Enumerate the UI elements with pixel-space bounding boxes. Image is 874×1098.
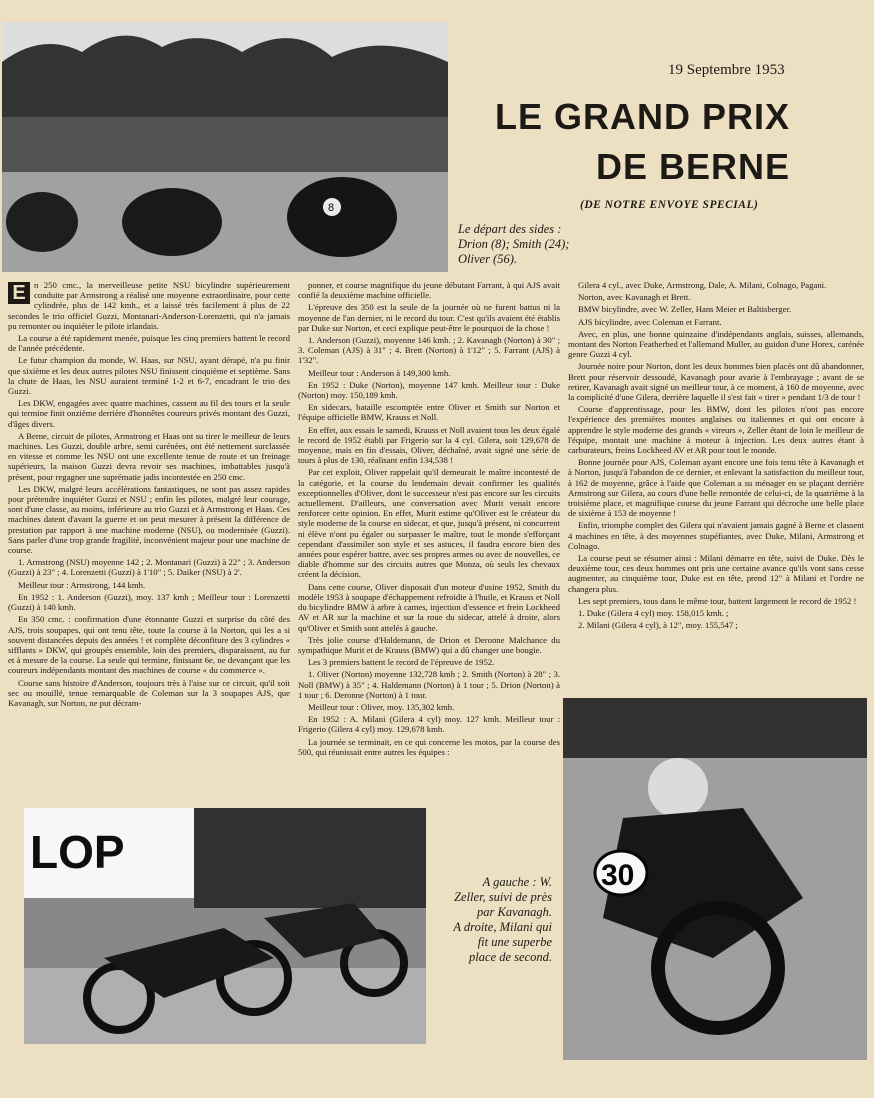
col2-para: Les 3 premiers battent le record de l'épreuve de 1952. [308, 657, 495, 668]
byline: (DE NOTRE ENVOYE SPECIAL) [580, 199, 759, 211]
col3-para: 2. Milani (Gilera 4 cyl), à 12", moy. 155,547 ; [578, 620, 738, 631]
col2-para: ponner, et course magnifique du jeune débutant Farrant, à qui AJS avait confié la deuxième machine officielle. [298, 280, 560, 301]
article-column-1 [8, 280, 290, 800]
sidecar-number-8: 8 [328, 202, 335, 214]
article-column-2 [298, 280, 560, 802]
col1-para: 1. Armstrong (NSU) moyenne 142 ; 2. Montanari (Guzzi) à 22" ; 3. Anderson (Guzzi) à 23" ; 4. Lorenzetti (Guzzi) à 1'10" ; 5. Daiker (NSU) à 2'. [8, 557, 290, 578]
col3-para: Bonne journée pour AJS, Coleman ayant encore une fois tenu tête à Kavanagh et à Norton, jusqu'à l'abandon de ce dernier, et enlevant la satisfaction du meilleur tour, à 162 de moyenne, grâce à l'aide que Coleman a su ménager en se plaçant derrière Armstrong sur Gilera, au cours d'une belle remontée de celui-ci, de la quatrième à la troisième place, et magnifique course du jeune Farrant qui décroche une belle place de sixième à 153 de moyenne ! [568, 457, 864, 519]
col1-para: Meilleur tour : Armstrong, 144 kmh. [18, 579, 146, 590]
col2-para: Par cet exploit, Oliver rappelait qu'il demeurait le maître incontesté de la catégorie, et la course du lendemain devait confirmer les qualités exceptionnelles d'Oliver, dont le successeur n'est pas encore sur les circuits actuellement. D'ailleurs, une conversation avec Murit venait encore renforcer cette opinion. En effet, Murit estime qu'Oliver est le créateur du style moderne de la course en sidecar, et que, jusqu'à présent, ni concurrent ni élève n'ont pu égaler ou surpasser le maître, tout le monde s'efforçant cependant d'assimiler son style et ses astuces, il faudra encore bien des années pour espérer battre, avec ses propres armes ou avec de nouvelles, ce diable d'homme sur des circuits autres que Monza, où seuls les chevaux créent la décision. [298, 467, 560, 580]
col2-para: 1. Oliver (Norton) moyenne 132,728 kmh ; 2. Smith (Norton) à 28" ; 3. Noll (BMW) à 35" ; 4. Haldemann (Norton) à 1 tour ; 5. Drion (Norton) à 1 tour ; 6. Deronne (Norton) à 1 tour. [298, 669, 560, 700]
drop-cap: E [8, 282, 30, 304]
col1-para: Les DKW, malgré leurs accélérations fantastiques, ne sont pas assez rapides pour prétendre inquiéter Guzzi et NSU ; enfin les pilotes, malgré leur courage, sont d'une classe, au moins, inférieure au trio Guzzi et à Armstrong et Haas. Ces machines datent d'avant la guerre et on peut mesurer à présent la différence de prestation par rapport à une machine moderne (NSU), ou modernisée (Guzzi). Sans parler d'une trop grande fragilité, inconvénient majeur pour une machine de course. [8, 483, 290, 556]
article-column-3 [568, 280, 864, 692]
col2-para: Dans cette course, Oliver disposait d'un moteur d'usine 1952, Smith du modèle 1953 à soupape d'échappement refroidie à l'huile, et Krauss et Noll du bicylindre BMW à arbre à cames, injection d'essence et frein Lockheed AV et AR sur la machine et sur la roue du sidecar, attelé à droite, alors qu'Oliver et Smith sont attelés à gauche. [298, 581, 560, 633]
title-line-1: LE GRAND PRIX [494, 96, 790, 137]
col3-para: La course peut se résumer ainsi : Milani démarre en tête, suivi de Duke. Dès le deuxième tour, ces deux hommes ont pris une certaine avance qu'ils vont sans cesse augmenter, au cinquième tour, Duke est en tête, prend 12" à Milani et l'ordre ne changera plus. [568, 553, 864, 594]
caption-bottom-left-1: A gauche : W. Zeller, suivi de près par Kavanagh. [454, 875, 552, 919]
col1-para: En 350 cmc. : confirmation d'une étonnante Guzzi et surprise du côté des AJS, trois soupapes, qui ont tenu tête, toute la course à la Norton, qui les a si souvent distancées depuis des années ! et complète déconfiture des 3 cylindres « sifflants » DKW, qui groupés ensemble, loin des premiers, disparaissent, au fur et à mesure de la course. La seule qui termine, finissant 6e, ne devançant que les coureurs indépendants montant des machines de course « du commerce ». [8, 614, 290, 676]
col1-para: Course sans histoire d'Anderson, toujours très à l'aise sur ce circuit, qu'il soit sec ou mouillé, tenue remarquable de Coleman sur la 3 soupapes AJS, que Kavanagh, sur Norton, ne put décram- [8, 677, 290, 708]
col2-para: En effet, aux essais le samedi, Krauss et Noll avaient tous les deux égalé le record de 1952 établi par Frigerio sur la 4 cyl. Gilera, soit 129,678 de moyenne, mais en fin d'essais, Oliver, déchaîné, avait signé une série de tours à plus de 130, réalisant enfin 134,538 ! [298, 424, 560, 466]
col2-para: En 1952 : Duke (Norton), moyenne 147 kmh. Meilleur tour : Duke (Norton) moy. 150,189 kmh. [298, 379, 560, 401]
col2-para: L'épreuve des 350 est la seule de la journée où ne furent battus ni la moyenne de l'an dernier, ni le record du tour. C'est qu'ils avaient été établis par Duke sur Norton, et ceci explique peut-être le pourquoi de la chose ! [298, 302, 560, 333]
photo-zeller-kavanagh [24, 808, 426, 1044]
col2-para: En 1952 : A. Milani (Gilera 4 cyl) moy. 127 kmh. Meilleur tour : Frigerio (Gilera 4 cyl) moy. 129,678 kmh. [298, 714, 560, 735]
col1-para: La course a été rapidement menée, puisque les cinq premiers battent le record de l'année précédente. [8, 333, 290, 354]
col3-para: Enfin, triomphe complet des Gilera qui n'avaient jamais gagné à Berne et classent 4 machines en tête, à des moyennes stupéfiantes, avec Duke, Milani, Armstrong et Colnago. [568, 520, 864, 551]
col1-para-0: E n 250 cmc., la merveilleuse petite NSU bicylindre supérieurement conduite par Armstrong a réalisé une moyenne extraordinaire, pour cette cylindrée, plus de 142 kmh., et a laissé très facilement à plus de 22 secondes le trio officiel Guzzi, Montanari-Anderson-Lorenzetti, qui n'a jamais pu remonter ou inquiéter le pilote irlandais. [8, 280, 290, 331]
col3-para: AJS bicylindre, avec Coleman et Farrant. [578, 316, 722, 327]
col2-para: Meilleur tour : Oliver, moy. 135,302 kmh. [308, 701, 455, 712]
caption-bottom-left-2: A droite, Milani qui fit une superbe place de second. [453, 920, 552, 964]
article-title [470, 92, 790, 192]
photo-sidecar-start [2, 22, 448, 272]
col3-para: 1. Duke (Gilera 4 cyl) moy. 158,015 kmh. ; [578, 608, 729, 619]
col1-para: Le futur champion du monde, W. Haas, sur NSU, ayant dérapé, n'a pu finir que sixième et les deux autres pilotes NSU finissent cinquième et septième. Sans la chute de Haas, les NSU auraient terminé 1-2 et 6-7, encadrant le trio des Guzzi. [8, 355, 290, 397]
col3-para: Course d'apprentissage, pour les BMW, dont les pilotes n'ont pas encore l'expérience des premières montes anglaises ou italiennes et qui ont encore à apprendre le style moderne des grands « vireurs », Zeller étant de loin le meilleur de l'équipe, montait une machine à moteur à injection. Les deux autres étant à carburateurs, freins Lockheed AV et AR pour tout le monde. [568, 404, 864, 456]
col1-para: Les DKW, engagées avec quatre machines, cassent au fil des tours et la seule qui termine finit onzième derrière d'honnêtes coureurs privés montant des Guzzi, d'âges divers. [8, 398, 290, 429]
sidecar-start-image [2, 22, 448, 272]
col3-para: Les sept premiers, tous dans le même tour, battent largement le record de 1952 ! [578, 595, 857, 606]
issue-date: 19 Septembre 1953 [668, 62, 785, 78]
col3-para: Journée noire pour Norton, dont les deux hommes bien placés ont dû abandonner, Brett pour réservoir dessoudé, Kavanagh pour avarie à l'embrayage ; avant de se retirer, Kavanagh avait signé un meilleur tour, à ce moment, à 160 de moyenne, avec la complicité d'une Gilera, derrière laquelle il s'est fait « tirer » pendant 1/3 de tour ! [568, 361, 864, 403]
caption-top: Le départ des sides : Drion (8); Smith (24); Oliver (56). [458, 222, 570, 266]
col2-para: Meilleur tour : Anderson à 149,300 kmh. [308, 367, 451, 378]
zeller-kavanagh-image [24, 808, 426, 1044]
lop-sign: LOP [30, 826, 125, 878]
milani-image [563, 698, 867, 1060]
race-number-30: 30 [601, 859, 635, 892]
col1-para: En 1952 : 1. Anderson (Guzzi), moy. 137 kmh ; Meilleur tour : Lorenzetti (Guzzi) à 140 kmh. [8, 591, 290, 613]
col3-para: Gilera 4 cyl., avec Duke, Armstrong, Dale, A. Milani, Colnago, Pagani. [578, 280, 827, 290]
col2-para: La journée se terminait, en ce qui concerne les motos, par la course des 500, qui réunissait entre autres les équipes : [298, 736, 560, 757]
col3-para: Norton, avec Kavanagh et Brett. [578, 292, 691, 303]
col1-para: A Berne, circuit de pilotes, Armstrong et Haas ont su tirer le meilleur de leurs machines. Les Guzzi, double arbre, semi carénées, ont été nettement surclassée en vitesse et comme les NSU ont une excellente tenue de route et un freinage supérieurs, la maison Guzzi devra revoir ses machines, imbattables jusqu'à présent, pour regagner une suprématie jadis incontestée en 250 cmc. [8, 430, 290, 482]
col2-para: 1. Anderson (Guzzi), moyenne 146 kmh. ; 2. Kavanagh (Norton) à 30" ; 3. Coleman (AJS) à 31" ; 4. Brett (Norton) à 1'12" ; 5. Farrant (AJS) à 1'32". [298, 335, 560, 366]
col3-para: BMW bicylindre, avec W. Zeller, Hans Meier et Baltisberger. [578, 304, 792, 315]
col2-para: En sidecars, bataille escomptée entre Oliver et Smith sur Norton et l'équipe officielle BMW, Krauss et Noll. [298, 402, 560, 423]
photo-milani [563, 698, 867, 1060]
title-line-2: DE BERNE [595, 146, 790, 187]
col2-para: Très jolie course d'Haldemann, de Drion et Deronne Malchance du sympathique Murit et de Krauss (BMW) qui a dû changer une bougie. [298, 634, 560, 655]
col3-para: Avec, en plus, une bonne quinzaine d'indépendants anglais, suisses, allemands, montant des Norton Featherbed et l'allemand Muller, au guidon d'une Horex, carénée genre Guzzi 4 cyl. [568, 328, 864, 360]
